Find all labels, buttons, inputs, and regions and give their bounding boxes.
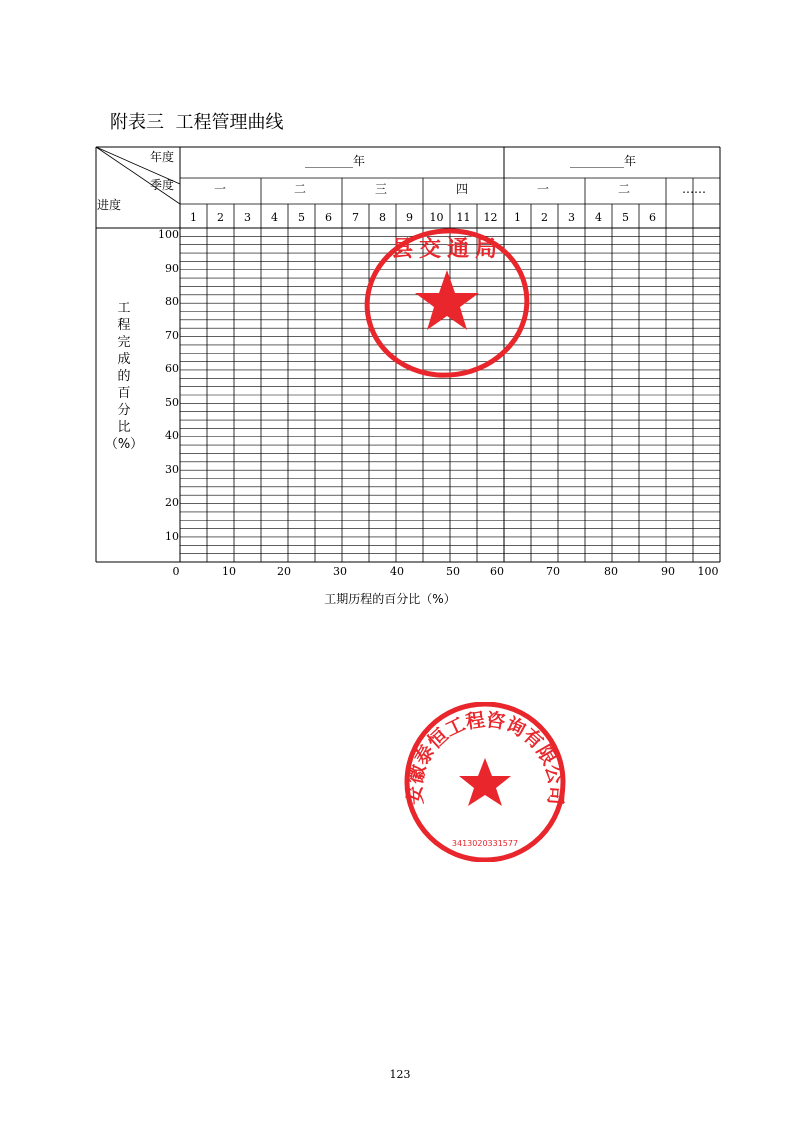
y-axis-label-char: 成	[117, 352, 131, 367]
y-tick-label: 10	[165, 529, 179, 543]
month-label: 11	[456, 211, 471, 224]
month-label: 7	[352, 211, 359, 224]
month-label: 3	[244, 211, 251, 224]
star-icon	[459, 758, 511, 806]
y-axis-label-char: （%）	[104, 437, 144, 452]
quarter-label: 三	[374, 182, 387, 196]
y-tick-label: 100	[158, 228, 179, 241]
page-number: 123	[389, 1068, 411, 1081]
month-label: 3	[568, 211, 575, 224]
x-tick-label: 60	[490, 565, 504, 578]
month-label: 1	[514, 211, 521, 224]
x-tick-label: 0	[172, 565, 180, 578]
year-blank-1: ________年	[305, 154, 366, 168]
quarter-label: 一	[536, 182, 549, 196]
progress-header-label: 进度	[97, 198, 122, 212]
y-tick-label: 40	[165, 429, 179, 442]
month-label: 6	[649, 211, 656, 224]
y-axis-label-char: 百	[117, 386, 131, 401]
month-label: 12	[483, 211, 498, 224]
quarter-label: 二	[617, 182, 630, 196]
seal-company-name: 安徽泰恒工程咨询有限公司	[404, 708, 567, 806]
y-tick-label: 80	[165, 295, 179, 308]
y-tick-label: 30	[165, 462, 179, 476]
x-tick-label: 20	[277, 565, 291, 578]
y-tick-label: 90	[165, 261, 179, 275]
month-label: 2	[541, 211, 548, 224]
x-tick-label: 70	[546, 565, 560, 578]
month-label: 9	[406, 211, 413, 224]
y-axis-label-char: 分	[117, 403, 131, 418]
x-tick-label: 30	[333, 565, 347, 578]
month-label: 2	[217, 211, 224, 224]
page-title: 附表三 工程管理曲线	[110, 112, 284, 133]
year-blank-2: _________年	[570, 154, 637, 168]
x-tick-label: 50	[446, 565, 460, 578]
month-label: 6	[325, 211, 332, 224]
seal-serial: 3413020331577	[451, 839, 519, 848]
y-axis-label-char: 程	[117, 318, 131, 333]
month-label: 5	[298, 211, 305, 224]
month-label: 4	[595, 211, 602, 224]
transport-bureau-seal	[360, 226, 535, 381]
quarter-label: 四	[455, 182, 468, 196]
y-tick-label: 50	[165, 395, 179, 409]
quarter-label: 一	[213, 182, 226, 196]
y-tick-label: 60	[165, 362, 179, 375]
quarter-header-label: 季度	[150, 178, 175, 192]
x-tick-label: 10	[222, 565, 236, 578]
y-axis-label	[104, 300, 144, 453]
month-label: 4	[271, 211, 278, 224]
y-axis-label-char: 比	[117, 420, 131, 435]
y-tick-label: 70	[165, 328, 179, 342]
quarter-label: ……	[682, 182, 706, 196]
year-header-label: 年度	[150, 150, 175, 164]
x-tick-label: 40	[390, 565, 404, 578]
quarter-label: 二	[293, 182, 306, 196]
x-axis-label: 工期历程的百分比（%）	[324, 592, 456, 606]
x-tick-label: 80	[604, 565, 618, 578]
month-label: 5	[622, 211, 629, 224]
y-axis-label-char: 完	[117, 335, 131, 350]
y-axis-label-char: 工	[117, 301, 131, 316]
y-tick-label: 20	[165, 496, 179, 509]
company-seal	[398, 702, 573, 862]
y-axis-label-char: 的	[117, 369, 131, 384]
x-tick-label: 90	[661, 565, 675, 578]
month-label: 10	[429, 211, 444, 224]
month-label: 1	[190, 211, 197, 224]
star-icon	[415, 270, 479, 330]
x-tick-label: 100	[697, 565, 719, 578]
seal-text: 县交通局	[390, 237, 504, 262]
month-label: 8	[379, 211, 386, 224]
